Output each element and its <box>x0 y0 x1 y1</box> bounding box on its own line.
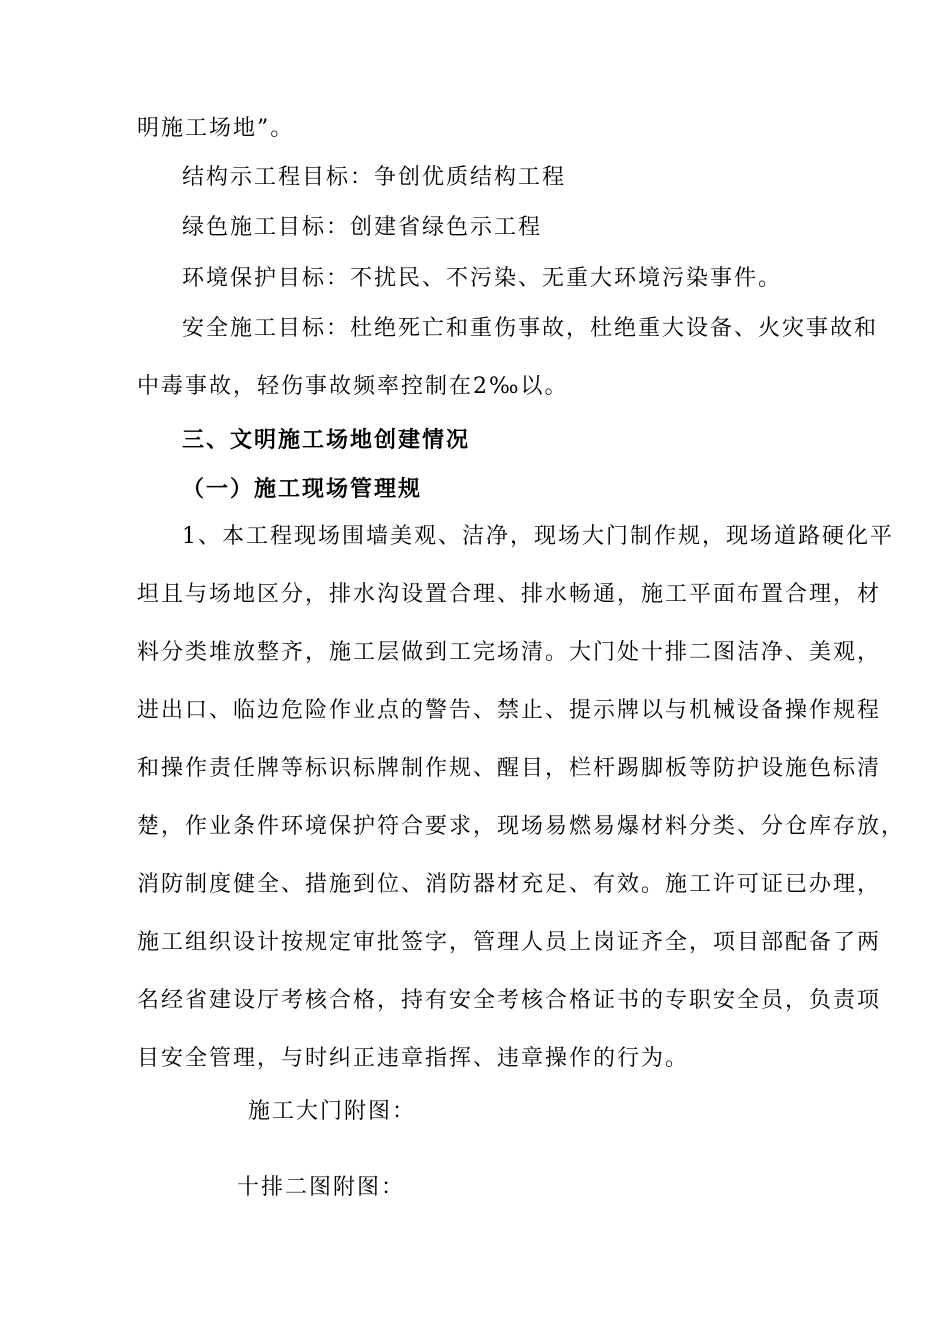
paragraph-line: 结构示工程目标：争创优质结构工程 <box>182 165 567 190</box>
paragraph-line: 目安全管理，与时纠正违章指挥、违章操作的行为。 <box>137 1046 690 1071</box>
paragraph-line: 楚，作业条件环境保护符合要求，现场易燃易爆材料分类、分仓库存放， <box>137 814 906 839</box>
figure-caption: 十排二图附图： <box>237 1175 406 1200</box>
subsection-heading: （一）施工现场管理规 <box>182 476 423 502</box>
section-heading: 三、文明施工场地创建情况 <box>182 427 471 453</box>
paragraph-line: 进出口、临边危险作业点的警告、禁止、提示牌以与机械设备操作规程 <box>137 698 882 723</box>
paragraph-line: 名经省建设厅考核合格，持有安全考核合格证书的专职安全员，负责项 <box>137 988 882 1013</box>
paragraph-line: 绿色施工目标：创建省绿色示工程 <box>182 215 543 240</box>
paragraph-line: 1、本工程现场围墙美观、洁净，现场大门制作规，现场道路硬化平 <box>182 524 894 549</box>
paragraph-line: 坦且与场地区分，排水沟设置合理、排水畅通，施工平面布置合理，材 <box>137 582 882 607</box>
paragraph-line: 施工组织设计按规定审批签字，管理人员上岗证齐全，项目部配备了两 <box>137 930 882 955</box>
figure-caption: 施工大门附图： <box>248 1099 417 1124</box>
paragraph-line: 和操作责任牌等标识标牌制作规、醒目，栏杆踢脚板等防护设施色标清 <box>137 756 882 781</box>
paragraph-line: 中毒事故，轻伤事故频率控制在2‰以。 <box>137 374 569 399</box>
paragraph-line: 安全施工目标：杜绝死亡和重伤事故，杜绝重大设备、火灾事故和 <box>182 316 879 341</box>
paragraph-line: 明施工场地”。 <box>137 116 295 141</box>
paragraph-line: 料分类堆放整齐，施工层做到工完场清。大门处十排二图洁净、美观， <box>137 640 882 665</box>
paragraph-line: 消防制度健全、措施到位、消防器材充足、有效。施工许可证已办理， <box>137 872 882 897</box>
paragraph-line: 环境保护目标：不扰民、不污染、无重大环境污染事件。 <box>182 266 783 291</box>
